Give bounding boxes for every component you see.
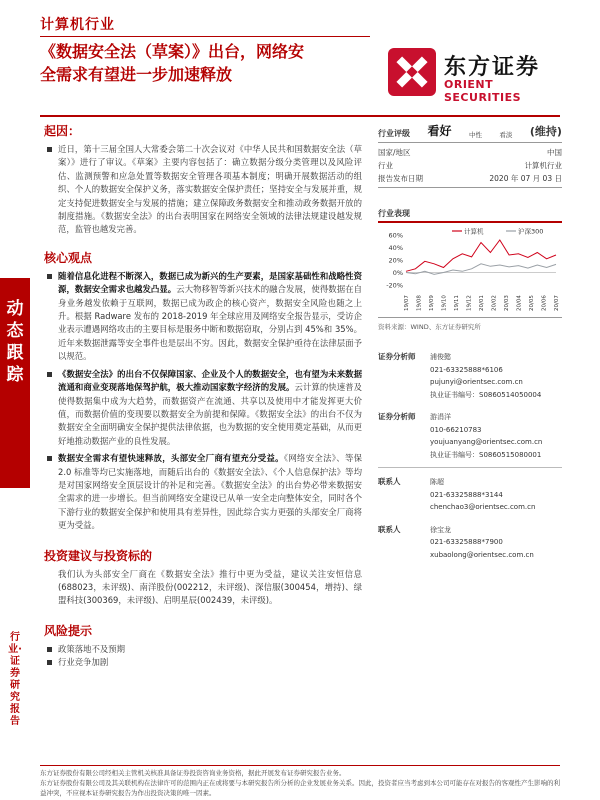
info-value: 中国 xyxy=(547,148,562,157)
analyst-spacer xyxy=(378,401,562,411)
analyst-line[interactable]: xubaolong@orientsec.com.cn xyxy=(430,550,534,559)
info-key: 国家/地区 xyxy=(378,148,411,157)
x-tick-label: 19/08 xyxy=(416,295,423,311)
analyst-line[interactable]: chenchao3@orientsec.com.cn xyxy=(430,503,536,511)
view-item-text: 《网络安全法》、等保 2.0 标准等均已实施落地，而随后出台的《数据安全法》、《个人信息保护法》等均是对国家网络安全顶层设计的补足和完善。《数据安全法》的出台势必带来数据安全需求的进一步增长。但当前网络安全建设已从单一安全走向整体安全，同时各个下游行业的数据安全保护和使用具有差异性，因此综合实力更强的头部安全厂商将更为受益。 xyxy=(58,453,363,531)
risk-heading: 风险提示 xyxy=(44,623,93,638)
analyst-details xyxy=(430,351,562,401)
performance-chart xyxy=(378,227,562,315)
analyst-list xyxy=(378,351,562,561)
legend-label: 计算机 xyxy=(464,227,484,236)
view-item xyxy=(44,368,362,448)
logo-mark-icon xyxy=(388,48,436,96)
analyst-details xyxy=(430,476,562,514)
info-row xyxy=(378,146,562,159)
view-item-text: 云计算的快速普及使得数据集中成为大趋势，而数据资产在流通、共享以及使用中才能发挥更大价值，而数据价值的变现要以数据安全为前提和保障。《数据安全法》的出台不仅为数据安全全面明确安全保护提供法律依据，也为数据的安全使用奠定基础，从而更好地推动数据产业的良性发展。 xyxy=(58,382,362,446)
y-tick-label: 0% xyxy=(392,269,403,277)
top-rule xyxy=(40,36,370,37)
view-item-bold: 随着信息化进程不断深入，数据已成为新兴的生产要素，是国家基础性和战略性资源，数据安全需求也越发凸显。 xyxy=(58,270,362,295)
side-tab-label: 动态跟踪 xyxy=(6,299,24,385)
legend-label: 沪深300 xyxy=(518,227,544,236)
logo-name-en: ORIENT SECURITIES xyxy=(444,78,522,104)
analyst-details xyxy=(430,524,562,562)
view-item xyxy=(44,452,362,532)
x-tick-label: 20/07 xyxy=(554,295,560,311)
side-vertical-label: 行业·证券研究报告 xyxy=(8,632,22,727)
y-tick-label: -20% xyxy=(386,281,403,290)
analyst-line: 021-63325888*3144 xyxy=(430,490,503,499)
disclaimer-line2: 东方证券股份有限公司及其关联机构在法律许可的范围内正在或将要与本研究报告所分析的企业发展业务关系。因此，投资者应当考虑到本公司可能存在对报告的客观性产生影响的利益冲突，不应视本证券研究报告为作出投资决策的唯一因素。 xyxy=(40,779,560,797)
analyst-line: 徐宝龙 xyxy=(430,525,451,534)
disclaimer-line1: 东方证券股份有限公司经相关主管机关核准具备证券投资咨询业务资格，据此开展发布证券研究报告业务。 xyxy=(40,769,346,777)
x-tick-label: 20/04 xyxy=(516,295,523,311)
x-tick-label: 19/07 xyxy=(404,295,410,311)
view-item-bold: 《数据安全法》的出台不仅保障国家、企业及个人的数据安全，也有望为未来数据流通和商业变现落地保驾护航，极大推动国家数字经济的发展。 xyxy=(58,368,362,393)
analyst-line: 执业证书编号：S0860515080001 xyxy=(430,450,542,459)
view-item-text: 云大物移智等新兴技术的融合发展，使得数据在自身业务越发依赖于互联网，数据已成为政企的核心资产，数据安全风险也随之上升。根据 Radware 发布的 2018-2019 年全球应用及网络安全报告显示，受访企业表示遭遇网络攻击的主要目标是服务中断和数据窃取，分别占到 45%和 35%。近年来数据泄露等安全事件也是层出不穷。因此，数据安全保护亟待在法律层面予以规范。 xyxy=(58,284,362,362)
analyst-line: 021-63325888*7900 xyxy=(430,538,503,546)
analyst-spacer xyxy=(378,514,562,524)
info-column xyxy=(378,122,562,561)
rating-main: 看好 xyxy=(427,124,452,138)
rating-label: 行业评级 xyxy=(378,129,410,138)
advice-heading: 投资建议与投资标的 xyxy=(44,548,153,563)
analyst-entry xyxy=(378,476,562,514)
report-title-line1: 《数据安全法（草案）》出台，网络安 xyxy=(40,42,305,61)
rating-opt2: 看淡 xyxy=(499,131,513,139)
industry-label: 计算机行业 xyxy=(40,17,115,33)
risk-item: 政策落地不及预期 xyxy=(44,643,362,656)
y-tick-label: 20% xyxy=(388,256,403,265)
performance-heading: 行业表现 xyxy=(378,208,562,223)
rating-opt1: 中性 xyxy=(468,131,482,139)
analyst-entry xyxy=(378,524,562,562)
info-row xyxy=(378,172,562,185)
info-value: 计算机行业 xyxy=(524,161,562,170)
info-key: 行业 xyxy=(378,161,393,170)
info-rows xyxy=(378,146,562,185)
x-tick-label: 19/11 xyxy=(454,295,460,311)
info-rule xyxy=(378,187,562,188)
x-tick-label: 19/12 xyxy=(466,295,473,311)
info-value: 2020 年 07 月 03 日 xyxy=(489,174,562,183)
side-tab xyxy=(0,278,30,488)
disclaimer-footer xyxy=(40,765,560,798)
analyst-line: 010-66210783 xyxy=(430,425,482,434)
series-line xyxy=(406,264,556,275)
x-tick-label: 19/09 xyxy=(429,295,435,311)
views-heading: 核心观点 xyxy=(44,250,93,265)
orient-securities-logo xyxy=(388,48,568,104)
info-row xyxy=(378,159,562,172)
advice-text: 我们认为头部安全厂商在《数据安全法》推行中更为受益，建议关注安恒信息(688023，未评级)、南洋股份(002212，未评级)、深信服(300454，增持)、绿盟科技(300369，未评级)、启明星辰(002439，未评级)。 xyxy=(58,568,362,606)
performance-chart-svg xyxy=(378,227,562,315)
x-tick-label: 20/02 xyxy=(491,295,498,311)
info-key: 报告发布日期 xyxy=(378,174,423,183)
analyst-line[interactable]: youjuanyang@orientsec.com.cn xyxy=(430,438,543,446)
intro-heading: 起因： xyxy=(44,124,81,138)
logo-name-cn: 东方证券 xyxy=(444,55,541,80)
rating-row xyxy=(378,122,562,143)
analyst-role: 证券分析师 xyxy=(378,352,416,361)
analyst-line: 陈超 xyxy=(430,478,444,486)
x-tick-label: 19/10 xyxy=(441,295,448,311)
analyst-role: 联系人 xyxy=(378,477,401,486)
analyst-divider xyxy=(378,467,562,468)
rating-status: (维持) xyxy=(529,125,562,138)
analyst-line: 执业证书编号：S0860514050004 xyxy=(430,390,542,399)
view-item xyxy=(44,270,362,364)
main-column xyxy=(44,122,362,670)
x-tick-label: 20/03 xyxy=(504,295,510,311)
analyst-line: 浦俊懿 xyxy=(430,353,451,361)
analyst-line: 021-63325888*6106 xyxy=(430,365,503,374)
analyst-line: 游涓洋 xyxy=(430,413,451,421)
risk-item: 行业竞争加剧 xyxy=(44,656,362,669)
analyst-details xyxy=(430,411,562,461)
views-list xyxy=(44,270,362,533)
x-tick-label: 20/06 xyxy=(541,295,548,311)
analyst-entry xyxy=(378,351,562,401)
y-tick-label: 60% xyxy=(388,231,403,240)
header-rule xyxy=(40,115,560,117)
y-tick-label: 40% xyxy=(388,244,403,252)
x-tick-label: 20/01 xyxy=(479,295,485,311)
x-tick-label: 20/05 xyxy=(529,295,535,311)
analyst-entry xyxy=(378,411,562,461)
risk-list xyxy=(44,643,362,670)
view-item-bold: 数据安全需求有望快速释放，头部安全厂商有望充分受益。 xyxy=(58,453,284,464)
report-title xyxy=(40,40,380,86)
chart-source: 资料来源：WIND、东方证券研究所 xyxy=(378,317,562,331)
analyst-role: 联系人 xyxy=(378,524,401,534)
report-title-line2: 全需求有望进一步加速释放 xyxy=(40,65,233,84)
analyst-line[interactable]: pujunyi@orientsec.com.cn xyxy=(430,378,523,386)
intro-text: 近日，第十三届全国人大常委会第二十次会议对《中华人民共和国数据安全法（草案）》进行了审议。《草案》主要内容包括了：确立数据分级分类管理以及风险评估、监测预警和应急处置等数据安全管理各项基本制度；明确开展数据活动的组织、个人的数据安全保护义务，落实数据安全保护责任；坚持安全与发展并重，规定支持促进数据安全与发展的措施；建立保障政务数据安全和推动政务数据开放的制度措施。《数据安全法》的出台表明国家在网络安全领域的法律法规建设越发规范，监管也越发完善。 xyxy=(44,143,362,237)
analyst-role: 证券分析师 xyxy=(378,412,416,421)
